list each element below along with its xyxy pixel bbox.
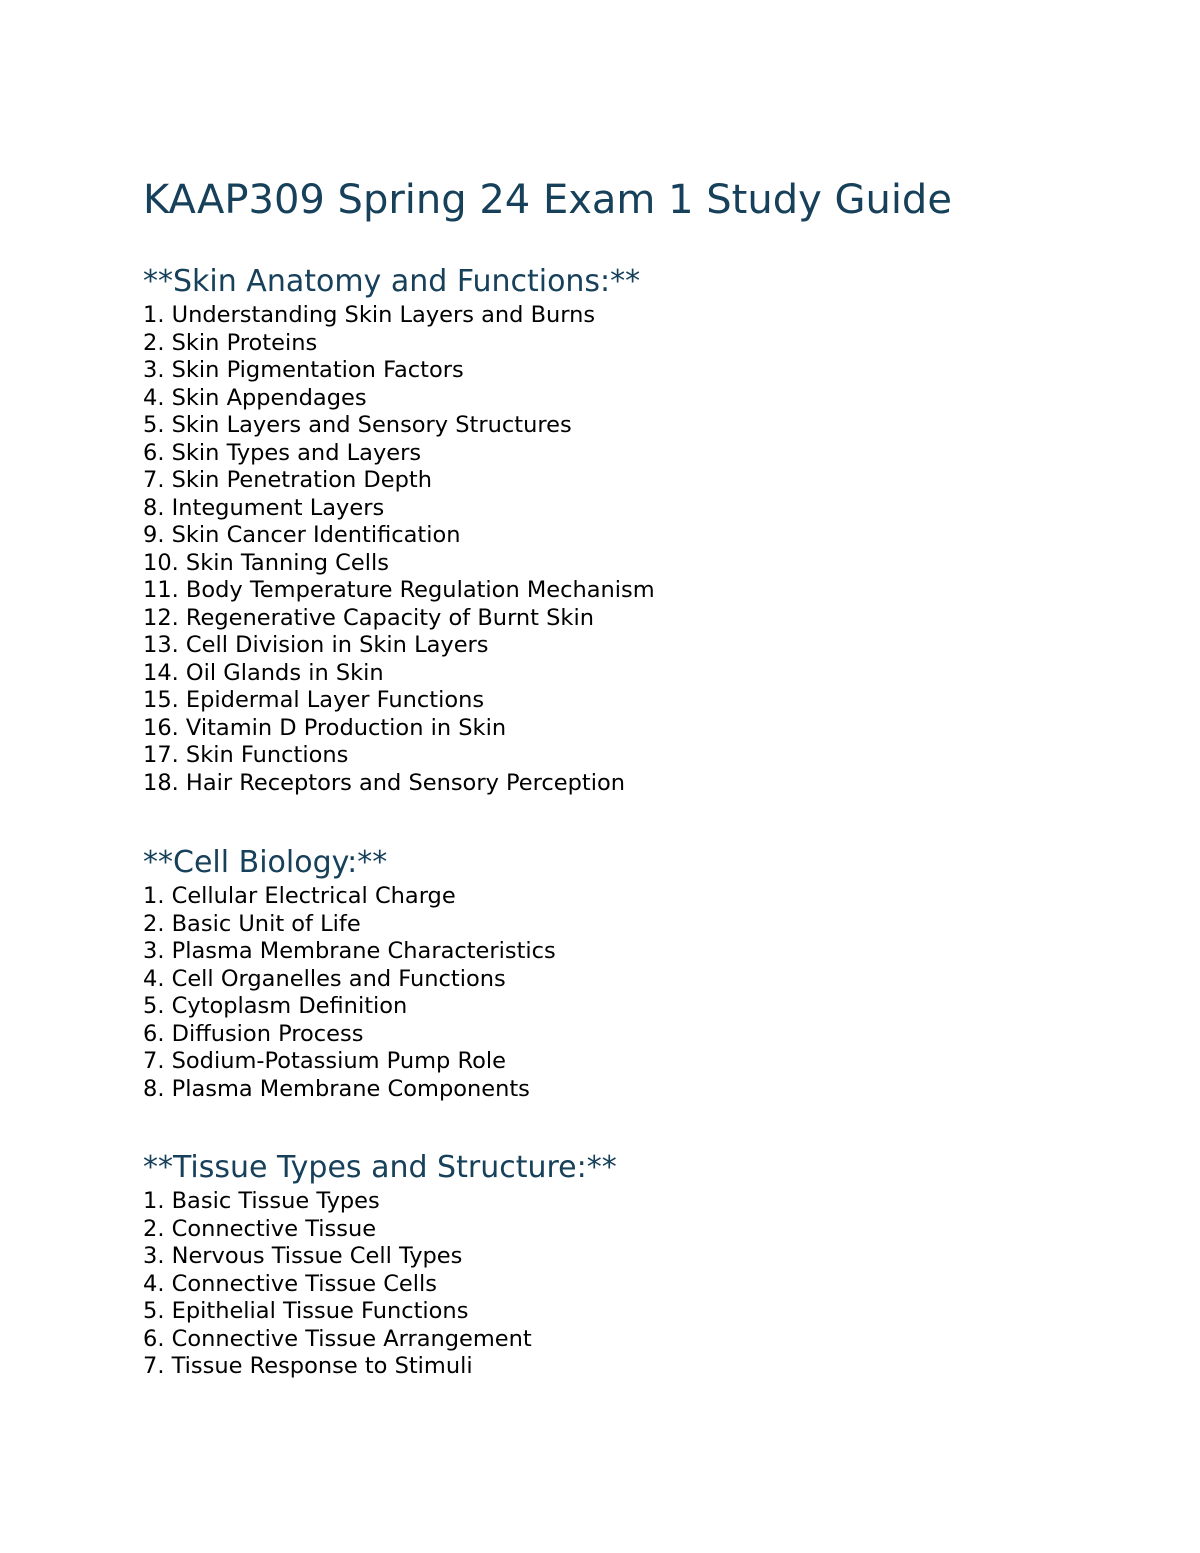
- list-item: 7. Tissue Response to Stimuli: [143, 1353, 473, 1379]
- list-item: 1. Basic Tissue Types: [143, 1188, 380, 1214]
- list-item: 1. Cellular Electrical Charge: [143, 883, 456, 909]
- topic-list: [143, 302, 1143, 797]
- list-item: 8. Integument Layers: [143, 494, 385, 521]
- topic-list: [143, 1188, 1143, 1381]
- list-item: 9. Skin Cancer Identification: [143, 522, 461, 548]
- list-item: 3. Skin Pigmentation Factors: [143, 357, 464, 383]
- section-cell-biology: [143, 843, 1143, 1103]
- list-item: 3. Plasma Membrane Characteristics: [143, 938, 556, 964]
- topic-list: [143, 883, 1143, 1103]
- list-item: 4. Connective Tissue Cells: [143, 1270, 437, 1297]
- document-page: [143, 170, 1143, 1381]
- list-item: 6. Skin Types and Layers: [143, 439, 422, 466]
- list-item: 3. Nervous Tissue Cell Types: [143, 1243, 463, 1269]
- section-heading: **Cell Biology:**: [143, 845, 388, 880]
- list-item: 1. Understanding Skin Layers and Burns: [143, 302, 596, 328]
- section-heading: **Tissue Types and Structure:**: [143, 1150, 617, 1185]
- list-item: 12. Regenerative Capacity of Burnt Skin: [143, 604, 594, 631]
- list-item: 2. Basic Unit of Life: [143, 910, 361, 937]
- list-item: 4. Skin Appendages: [143, 384, 367, 411]
- list-item: 5. Cytoplasm Definition: [143, 993, 408, 1019]
- section-heading: **Skin Anatomy and Functions:**: [143, 264, 641, 299]
- list-item: 5. Epithelial Tissue Functions: [143, 1298, 469, 1324]
- list-item: 13. Cell Division in Skin Layers: [143, 632, 489, 658]
- list-item: 7. Skin Penetration Depth: [143, 467, 432, 493]
- list-item: 16. Vitamin D Production in Skin: [143, 714, 507, 741]
- list-item: 6. Connective Tissue Arrangement: [143, 1325, 532, 1352]
- document-title: KAAP309 Spring 24 Exam 1 Study Guide: [143, 177, 952, 223]
- list-item: 10. Skin Tanning Cells: [143, 549, 389, 576]
- list-item: 8. Plasma Membrane Components: [143, 1075, 530, 1102]
- list-item: 18. Hair Receptors and Sensory Perception: [143, 769, 626, 796]
- section-skin-anatomy: [143, 262, 1143, 797]
- list-item: 6. Diffusion Process: [143, 1020, 364, 1047]
- list-item: 5. Skin Layers and Sensory Structures: [143, 412, 572, 438]
- list-item: 2. Skin Proteins: [143, 329, 318, 356]
- list-item: 14. Oil Glands in Skin: [143, 659, 384, 686]
- list-item: 2. Connective Tissue: [143, 1215, 377, 1242]
- list-item: 11. Body Temperature Regulation Mechanism: [143, 577, 655, 603]
- list-item: 4. Cell Organelles and Functions: [143, 965, 506, 992]
- list-item: 15. Epidermal Layer Functions: [143, 687, 485, 713]
- list-item: 17. Skin Functions: [143, 742, 349, 768]
- list-item: 7. Sodium-Potassium Pump Role: [143, 1048, 506, 1074]
- section-tissue-types: [143, 1148, 1143, 1381]
